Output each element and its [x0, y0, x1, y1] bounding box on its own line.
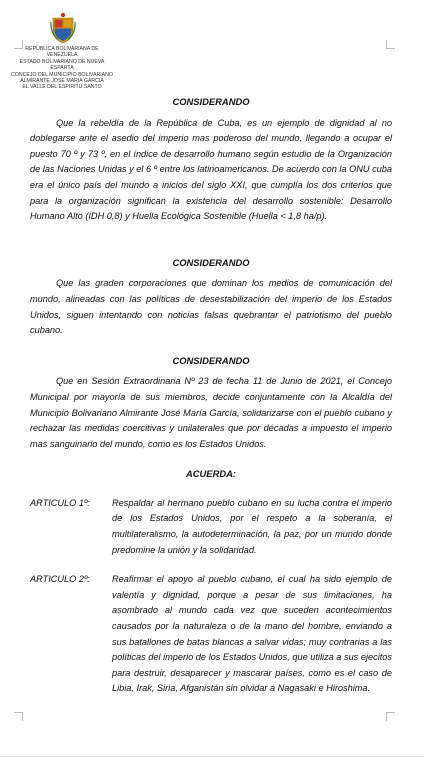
- acuerda-heading: ACUERDA:: [186, 468, 236, 480]
- coat-of-arms-icon: [50, 12, 76, 44]
- section-paragraph: Que en Sesión Extraordinaria Nº 23 de fecha 11 de Junio de 2021, el Concejo Municipal por mayoría de sus miembros, decide conjuntamente con la Alcaldía del Municipio Bolivariano Almirante José María García, solidarizarse con el pueblo cubano y rechazar las medidas coercitivas y unilaterales que por décadas a impuesto el imperio mas sanguinario del mundo, como es los Estados Unidos.: [30, 376, 392, 449]
- section-heading: CONSIDERANDO: [172, 96, 250, 107]
- article-text: Respaldar al hermano pueblo cubano en su lucha contra el imperio de los Estados Unidos, por el respeto a la soberanía, el multilateralismo, la autodeterminación, la paz, por un mundo donde predomine la unión y la solidaridad.: [112, 497, 392, 555]
- institution-header: [2, 46, 122, 91]
- header-line: ALMIRANTE JOSE MARIA GARCIA: [20, 78, 104, 85]
- page-divider: [0, 756, 424, 757]
- article-label: ARTICULO 1º:: [30, 497, 90, 508]
- header-line: CONCEJO DEL MUNICIPIO BOLIVARIANO: [11, 71, 113, 78]
- corner-mark: [386, 40, 395, 49]
- header-line: ESPARTA: [50, 65, 74, 72]
- header-line: EL VALLE DEL ESPIRITU SANTO: [22, 84, 102, 91]
- section-paragraph: Que la rebeldía de la República de Cuba, es un ejemplo de dignidad al no doblegarse ante el asedio del imperio mas poderoso del mundo, llegando a ocupar el puesto 70 º y 73 º, en el índice de desarrollo humano según estudio de la Organización de las Naciones Unidas y el 6 º entre los latinoamericanos. De acuerdo con la ONU cuba era el único país del mundo a inicios del siglo XXI, que cumplía los dos criterios que para la organización significan la existencia del desarrollo sostenible: Desarrollo Humano Alto (IDH 0,8) y Huella Ecológica Sostenible (Huella < 1,8 ha/p).: [30, 117, 392, 222]
- corner-mark: [386, 712, 395, 721]
- corner-mark: [14, 40, 23, 49]
- corner-mark: [14, 712, 23, 721]
- article-1: [30, 496, 392, 558]
- article-2: [30, 572, 392, 697]
- article-label: ARTICULO 2º:: [30, 574, 90, 585]
- section-paragraph: Que las graden corporaciones que dominan los medios de comunicación del mundo, alineadas con las políticas de desestabilización del imperio de los Estados Unidos, siguen intentando con noticias falsas quebrantar el patriotismo del pueblo cubano.: [30, 278, 392, 336]
- document-body: [30, 94, 392, 697]
- article-text: Reafirmar el apoyo al pueblo cubano, el cual ha sido ejemplo de valentía y dignidad, porque a pesar de sus limitaciones, ha asombrado al mundo cada vez que suceden acontecimientos causados por la naturaleza o de la mano del hombre, enviando a sus batallones de batas blancas a salvar vidas; muy contrarias a las políticas del imperio de los Estados Unidos, que utiliza a sus ejecitos para destruir, desaparecer y mascarar países, como es el caso de Libia, Irak, Siria, Afganistán sin olvidar a Nagasaki e Hiroshima.: [112, 574, 392, 694]
- header-line: REPÚBLICA BOLIVARIANA DE: [25, 46, 99, 52]
- header-line: VENEZUELA: [46, 52, 78, 59]
- section-heading: CONSIDERANDO: [172, 354, 250, 366]
- section-heading: CONSIDERANDO: [172, 256, 250, 268]
- header-line: ESTADO BOLIVARIANO DE NUEVA: [19, 58, 105, 65]
